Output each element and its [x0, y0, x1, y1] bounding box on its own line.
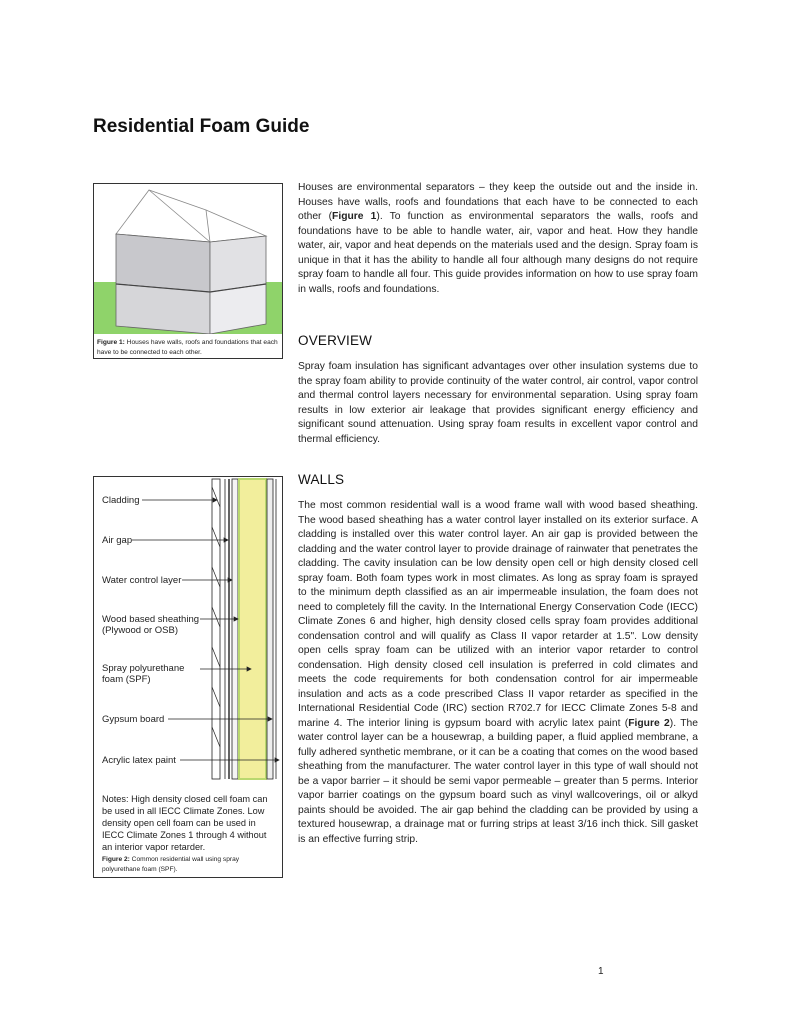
roof-outline — [116, 190, 266, 242]
label-water-control-layer: Water control layer — [102, 575, 182, 586]
page-number: 1 — [598, 966, 604, 977]
label-acrylic-latex-paint: Acrylic latex paint — [102, 755, 176, 766]
figure-1 — [93, 183, 283, 359]
figure-2-reference: Figure 2 — [628, 717, 670, 729]
spray-foam-layer — [239, 479, 266, 779]
foundation-front — [116, 284, 210, 334]
figure-2-notes: Notes: High density closed cell foam can be used in all IECC Climate Zones. Low density open cell foam can be used in IECC Climate Zones 1 through 4 without an interior vapor retarder. — [102, 794, 268, 852]
label-air-gap: Air gap — [102, 535, 133, 546]
overview-heading: OVERVIEW — [298, 333, 373, 348]
sheathing-layer — [232, 479, 238, 779]
figure-2 — [93, 476, 283, 878]
gypsum-layer — [267, 479, 273, 779]
side-wall — [210, 236, 266, 292]
overview-paragraph: Spray foam insulation has significant advantages over other insulation systems due to the spray foam ability to provide continuity of the water control, air control, vapor control and thermal control layers necessary for environmental separation. Using spray foam results in low exterior air leakage that provides significant energy efficiency and significant sound attenuation. Using spray foam results in excellent vapor control and thermal efficiency. — [298, 361, 698, 445]
figure-1-reference: Figure 1 — [332, 211, 377, 222]
page-title: Residential Foam Guide — [93, 116, 310, 137]
cladding-layer — [212, 479, 220, 779]
front-wall — [116, 234, 210, 292]
walls-heading: WALLS — [298, 472, 345, 487]
house-illustration — [94, 184, 282, 334]
label-spray-foam: Spray polyurethane foam (SPF) — [102, 663, 185, 685]
figure-1-caption: Figure 1: Houses have walls, roofs and foundations that each have to be connected to each other. — [97, 339, 278, 356]
label-cladding: Cladding — [102, 495, 140, 506]
label-wood-sheathing: Wood based sheathing (Plywood or OSB) — [102, 614, 200, 636]
figure-2-caption: Figure 2: Common residential wall using spray polyurethane foam (SPF). — [102, 856, 240, 873]
intro-paragraph: Houses are environmental separators – they keep the outside out and the inside in. Houses have walls, roofs and foundations that each have to be connected to each other (Figure 1). To function as environmental separators the walls, roofs and foundations have to be able to handle water, air, vapor and heat. How they handle water, air, vapor and heat depends on the materials used and the design. Spray foam is unique in that it has the ability to handle all four although many designs do not require spray foam to handle all four. This guide provides information on how to use spray foam in walls, roofs and foundations. — [298, 182, 699, 295]
label-gypsum-board: Gypsum board — [102, 714, 165, 725]
walls-paragraph: The most common residential wall is a wood frame wall with wood based sheathing. The wood based sheathing has a water control layer installed on its exterior surface. A cladding is installed over this water control layer. An air gap is provided between the cladding and the water control layer to provide drainage of rainwater that penetrates the cladding. The cavity insulation can be low density open cell or high density closed cell spray foam. Both foam types work in most climates. As long as spray foam is sprayed to the minimum depth classified as an air impermeable insulation, the foam does not need to completely fill the cavity. In the International Energy Conservation Code (IECC) Climate Zones 6 and higher, high density closed cells spray foam provides additional condensation control and will qualify as Class II vapor retarder at 1.5". Low density open cells spray foam can be utilized with an interior vapor retarder to control condensation. High density closed cell insulation is preferred in cold climates and meets the code requirements for both condensation control for air impermeable insulation and acts as a code prescribed Class II vapor retarder as specified in the International Residential Code (IRC) section R702.7 for IECC Climate Zones 5-8 and marine 4. The interior lining is gypsum board with acrylic latex paint (Figure 2). The water control layer can be a housewrap, a building paper, a fluid applied membrane, a fully adhered synthetic membrane, or it can be a coating that comes on the wood based sheathing from the manufacturer. The water control layer in this type of wall should not be a vapor barrier – it should be semi vapor permeable – greater than 5 perms. Interior vapor barrier coatings on the gypsum board such as vinyl wallcoverings, oil or alkyd paints should be avoided. The air gap behind the cladding can be provided by using a textured housewrap, a drainage mat or furring strips at least 3/16 inch thick. Sill gasket is an effective furring strip. — [298, 500, 698, 845]
